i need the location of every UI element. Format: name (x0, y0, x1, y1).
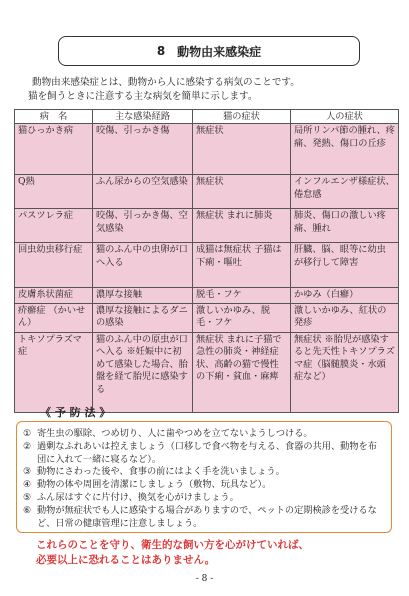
table-header-row (15, 110, 399, 124)
item-marker: ③ (23, 466, 32, 478)
cat-symptoms: 激しいかゆみ、脱毛・フケ (193, 303, 291, 332)
list-item (23, 428, 385, 441)
cat-symptoms: 脱毛・フケ (193, 288, 291, 304)
disease-name: トキソプラズマ症 (15, 332, 93, 412)
header-cat-symptoms: 猫の症状 (193, 110, 291, 124)
human-symptoms: かゆみ（白癬） (291, 288, 399, 304)
item-marker: ⑤ (23, 491, 32, 503)
header-disease: 病 名 (15, 110, 93, 124)
table-row (15, 288, 399, 304)
header-human-symptoms: 人の症状 (291, 110, 399, 124)
infection-route: 咬傷、引っかき傷 (93, 124, 193, 175)
table-row (15, 303, 399, 332)
human-symptoms: インフルエンザ様症状、倦怠感 (291, 175, 399, 209)
list-item (23, 479, 385, 492)
header-route: 主な感染経路 (93, 110, 193, 124)
disease-name: 回虫幼虫移行症 (15, 243, 93, 288)
table-row (15, 332, 399, 412)
disease-name: 疥癬症 （かいせん） (15, 303, 93, 332)
item-marker: ④ (23, 479, 32, 491)
disease-name: 猫ひっかき病 (15, 124, 93, 175)
intro-text (14, 76, 402, 104)
item-text: 過剰なふれあいは控えましょう（口移しで食べ物を与える、食器の共用、動物を布団に入れて一緒に寝るなど）。 (37, 440, 377, 465)
human-symptoms: 無症状 ※胎児が感染すると先天性トキソプラズマ症（脳髄膜炎・水頭症など） (291, 332, 399, 412)
closing-line: 必要以上に恐れることはありません。 (36, 554, 216, 566)
page-number: - 8 - (195, 574, 214, 584)
cat-symptoms: 無症状 まれに子猫で急性の肺炎・神経症状、高齢の猫で慢性の下痢・貧血・麻痺 (193, 332, 291, 412)
item-marker: ② (23, 440, 32, 452)
intro-line: 動物由来感染症とは、動物から人に感染する病気のことです。 (32, 77, 300, 88)
item-text: 寄生虫の駆除、つめ切り、人に歯やつめを立てないようしつける。 (37, 428, 313, 439)
prevention-box (16, 421, 392, 533)
section-title-box (58, 36, 360, 66)
item-text: 動物が無症状でも人に感染する場合がありますので、ペットの定期検診を受けるなど、日常の健康管理に注意しましょう。 (37, 504, 377, 529)
intro-line: 猫を飼うときに注意する主な病気を簡単に示します。 (28, 91, 258, 102)
item-marker: ① (23, 428, 32, 439)
cat-symptoms: 成猫は無症状 子猫は下痢・嘔吐 (193, 243, 291, 288)
list-item (23, 466, 385, 479)
cat-symptoms: 無症状 まれに肺炎 (193, 209, 291, 243)
item-text: ふん尿はすぐに片付け、換気を心がけましょう。 (37, 491, 239, 503)
cat-symptoms: 無症状 (193, 124, 291, 175)
item-text: 動物にさわった後や、食事の前にはよく手を洗いましょう。 (37, 466, 285, 478)
disease-name: 皮膚糸状菌症 (15, 288, 93, 304)
infection-route: ふん尿からの空気感染 (93, 175, 193, 209)
closing-message (14, 538, 398, 568)
table-row (15, 175, 399, 209)
list-item (23, 492, 385, 505)
section-title: 動物由来感染症 (177, 44, 262, 59)
infection-route: 濃厚な接触 (93, 288, 193, 304)
table-row (15, 209, 399, 243)
human-symptoms: 激しいかゆみ、紅状の発疹 (291, 303, 399, 332)
cat-symptoms: 無症状 (193, 175, 291, 209)
item-text: 動物の体や周囲を清潔にしましょう（敷物、玩具など）。 (37, 479, 272, 491)
item-marker: ⑥ (23, 504, 32, 516)
infection-route: 濃厚な接触によるダニの感染 (93, 303, 193, 332)
infection-route: 咬傷、引っかき傷、空気感染 (93, 209, 193, 243)
human-symptoms: 局所リンパ節の腫れ、疼痛、発熱、傷口の丘疹 (291, 124, 399, 175)
disease-table (14, 109, 399, 413)
list-item (23, 505, 385, 531)
closing-line: これらのことを守り、衛生的な飼い方を心がけていれば、 (36, 539, 309, 551)
table-row (15, 124, 399, 175)
human-symptoms: 肝臓、脳、眼等に幼虫が移行して障害 (291, 243, 399, 288)
infection-route: 猫のふん中の虫卵が口へ入る (93, 243, 193, 288)
disease-name: パスツレラ症 (15, 209, 93, 243)
table-row (15, 243, 399, 288)
section-number: 8 (156, 44, 166, 58)
disease-name: Q熱 (15, 175, 93, 209)
infection-route: 猫のふん中の原虫が口へ入る ※妊娠中に初めて感染した場合、胎盤を経て胎児に感染する (93, 332, 193, 412)
list-item (23, 441, 385, 467)
human-symptoms: 肺炎、傷口の激しい疼痛、腫れ (291, 209, 399, 243)
prevention-title: 《 予 防 法 》 (40, 406, 111, 419)
